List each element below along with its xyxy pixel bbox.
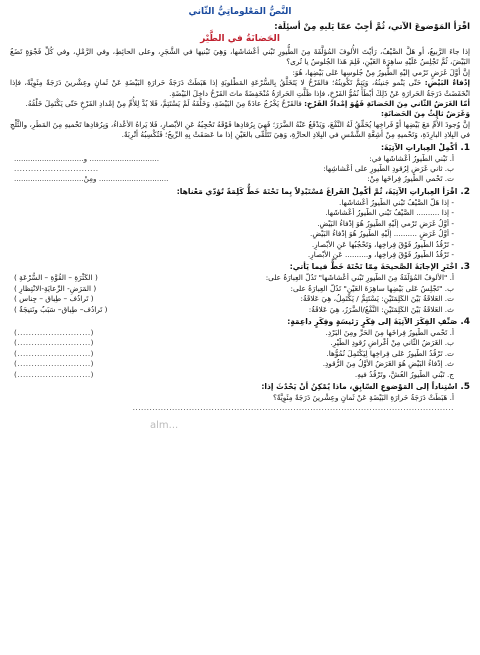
question-4: [10, 316, 470, 380]
q4-item-text: ث. إدْفاءُ البَيْضِ هُوَ الغَرَضُ الأوَّلُ مِنَ الرُّقودِ.: [322, 359, 454, 369]
question-5-title: [10, 381, 470, 393]
passage-p3-label: إدْفاءُ البَيْضِ:: [424, 78, 470, 88]
question-4-title: [10, 316, 470, 328]
q4-item: [10, 328, 470, 338]
q3-item: [10, 273, 470, 283]
q4-item-text: ب. الغَرَضُ الثّاني مِنْ أغْراضِ رُقودِ الطَّيْرِ.: [330, 338, 454, 348]
q1-item: [10, 174, 470, 184]
q2-item-text: - أوَّلُ غَرَضٍ تَرْمي إلَيْهِ الطُّيورُ هُوَ إدْفاءُ البَيْضِ.: [317, 218, 454, 228]
passage-p6: إنَّ وُجودَ الأُمِّ مَعَ بَيْضِها أوْ فَراخِها يُحَقِّقُ لَهُ النَّفْعَ، وَيَدْفَعُ عَنْهُ الضَّرَرَ؛ فَهِيَ بِرُقادِها فَوْقَهُ تَحْجِبُهُ عَنِ الأبْصارِ، فَلا يَراهُ الأعْداءُ، وَبِرُقادِها تَحْميهِ مِنَ المَطَرِ، والثَّلْجِ في البِلادِ البارِدَةِ، وَتَحْميهِ مِنْ أشِعَّةِ الشَّمْسِ في البِلادِ الحارَّةِ، وَهِيَ تَتَلَقّى بالعَيْنِ إذا ما عَصَفَتْ بِهِ الرِّيحُ؛ فَتُكْسِبُهُ أتْرِبَةً.: [10, 119, 470, 140]
passage-p1: إذا جاءَ الرَّبيعُ، أو هَلَّ الصَّيْفُ، رَأيْتَ الأُلوفَ المُؤلَّفَةَ مِنَ الطُّيورِ تَبْني أعْشاشَها، وَهِيَ تَبْنيها في الشَّجَرِ، وعلى الحائِطِ، وفي الرَّمْلِ، وفي كُلِّ فَجْوَةٍ تَضَعُ البَيْضَ، ثُمَّ تَجْلِسُ عَلَيْهِ ساهِرَةَ العَيْنِ، فَلِمَ هَذا الجُلوسُ يا تُرى؟: [10, 47, 470, 67]
q2-item-blank[interactable]: - أوَّلُ غَرَضٍ .......... إلَيْهِ الطُّيورُ هُوَ إدْفاءُ البَيْضِ.: [310, 229, 454, 239]
q5-answer-line[interactable]: [10, 403, 470, 413]
q3-item-text: ث. العَلاقَةُ بَيْنَ الكَلِمَتَيْنِ: النَّفْعُ/الضَّرَرُ، هِيَ عَلاقَةُ:: [308, 304, 454, 314]
q4-answer-blank[interactable]: (..........................): [14, 338, 94, 348]
passage: [10, 47, 470, 141]
q1-answer-blank[interactable]: .............................. ومِنْ..............................: [14, 174, 169, 184]
q1-item: [10, 154, 470, 164]
q1-answer-blank[interactable]: .............................. و..............................: [14, 153, 160, 163]
q3-item: [10, 294, 470, 304]
q2-item: [10, 240, 470, 250]
passage-p4: [10, 99, 470, 109]
q3-choices[interactable]: ( المَرَضِ- الرِّعايَةِ-الانْتِظارِ ): [14, 283, 97, 293]
q2-item[interactable]: [10, 208, 470, 218]
question-2: [10, 186, 470, 260]
q3-item: [10, 305, 470, 315]
q4-item-text: أ. تَحْمي الطُّيورُ فِراخَها مِنَ الحَرِّ ومِنَ البَرْدِ.: [325, 327, 454, 337]
question-4-number: 4.: [460, 316, 470, 327]
q2-item: [10, 198, 470, 208]
question-1: [10, 142, 470, 185]
text-title: النَّصُّ المَعْلوماتِيُّ الثّاني: [188, 7, 292, 17]
q3-choices[interactable]: ( تَرادُف– طِباق– سَبَبٌ ونَتيجَةٌ ): [14, 304, 108, 314]
q3-item-text: ب. "تَجْلِسُ عَلى بَيْضِها ساهِرَةَ العَيْنِ" تَدُلُّ العِبارَةُ على:: [290, 283, 454, 293]
passage-p4-text: فالفَرْخُ يَخْرُجُ عادَةً مِنَ البَيْضَةِ، وَخَلْفَهُ لَمْ يَسْتَتِمَّ، فَلا بُدَّ لِلأُمِّ مِنْ إمْدادِ الفَرْخِ حَتّى يَكْتَمِلَ خَلْقُهُ.: [25, 99, 302, 109]
question-2-number: 2.: [460, 186, 470, 197]
q3-choices[interactable]: ( الكَثْرَةِ – القُوَّةِ – السُّرْعَةِ ): [14, 273, 98, 283]
q1-item-text: ب. ثاني غَرَضٍ لِرُقودِ الطُّيورِ على أعْشاشِها:: [323, 164, 454, 174]
q5-answer-blank[interactable]: ..................................................................................................................: [132, 403, 454, 413]
q5-item-text: أ. هَبَطَتْ دَرَجَةُ حَرارَةِ البَيْضَةِ عَنْ ثَمانٍ وعِشْرينَ دَرَجَةً مِئَوِيَّةً؟: [272, 392, 454, 402]
question-4-text: صَنِّفِ الفِكَرَ الآتِيَةَ إلى فِكَرٍ رَئيسَةٍ وفِكَرٍ داعِمَةٍ:: [287, 316, 458, 326]
question-3-number: 3.: [460, 262, 470, 273]
question-3: [10, 261, 470, 315]
q2-item-blank[interactable]: - إذا .......... الصَّيْفُ تَبْني الطُّيورُ أعْشاشَها.: [325, 208, 454, 218]
watermark: alm...: [150, 420, 179, 431]
instruction: اقْرَأ المَوْضوعَ الآتي، ثُمَّ أجِبْ عمّا يَليهِ مِنْ أسئِلَة:: [274, 21, 470, 31]
q3-item-text: أ. "الأُلوفُ المُؤلَّفَةُ مِنَ الطُّيورِ تَبْني أعْشاشَها" تَدُلُّ العِبارَةُ على:: [265, 273, 454, 283]
q4-item: [10, 349, 470, 359]
q4-answer-blank[interactable]: (..........................): [14, 359, 94, 369]
q5-item: [10, 393, 470, 403]
q1-answer-blank[interactable]: ..............................: [14, 164, 99, 174]
passage-p2: إنَّ أوَّلَ غَرَضٍ تَرْمي إليْهِ الطُّيورُ مِنْ جُلوسِها عَلى بَيْضِها، هُوَ:: [292, 67, 470, 77]
q4-answer-blank[interactable]: (..........................): [14, 369, 94, 379]
question-3-text: اخْتَرِ الإجابَةَ الصَّحيحَةَ مِمّا تَحْتَهُ خَطٌّ فيما يَأتي:: [289, 262, 458, 272]
question-5: [10, 381, 470, 414]
q4-item: [10, 359, 470, 369]
passage-p3: [10, 78, 470, 99]
passage-title: الحَضانَةُ في الطَّيْر: [200, 34, 280, 44]
passage-p4-label: أمّا الغَرَضُ الثّاني مِنَ الحَضانَةِ فَهُوَ إمْدادُ الفَرْخِ:: [304, 99, 470, 109]
question-5-number: 5.: [460, 381, 470, 392]
q2-item-blank[interactable]: - تَرْقُدُ الطُّيورُ فَوْقَ فِراخِها، و.......... عَنِ الأبْصارِ.: [307, 249, 454, 259]
q4-item: [10, 338, 470, 348]
q1-item-text: ت. تَحْمي الطُّيورُ فِراخَها مِنْ:: [367, 174, 454, 184]
q1-item: [10, 164, 470, 174]
question-1-title: [10, 142, 470, 154]
question-5-text: اسْتِناداً إلى المَوْضوعِ السّابِقِ، ماذا يُمْكِنُ أنْ يَحْدُثَ إذا:: [261, 381, 458, 391]
question-1-text: أكْمِلْ العِباراتِ الآتِيَةَ:: [380, 142, 458, 152]
q4-item-text: ج. تَبْني الطُّيورُ العُشَّ، وتَرْقُدُ فيهِ.: [354, 369, 454, 379]
q3-choices[interactable]: ( تَرادُف – طِباق – جِناس ): [14, 294, 94, 304]
q3-item-text: ت. العَلاقَةُ بَيْنَ الكَلِمَتَيْنِ: يَسْتَتِمُّ / يَكْتَمِلُ، هِيَ عَلاقَةُ:: [300, 294, 454, 304]
question-2-title: [10, 186, 470, 198]
q2-item-text: - إذا هَلَّ الصَّيْفُ تَبْني الطُّيورُ أعْشاشَها.: [339, 197, 454, 207]
q1-item-text: أ. تَبْني الطُّيورُ أعْشاشَها في:: [369, 153, 454, 163]
q4-item: [10, 370, 470, 380]
q2-item: [10, 219, 470, 229]
q4-item-text: ت. تَرْقُدُ الطُّيورُ عَلى فِراخِها لِيَكْتَمِلَ نُمُوُّها.: [326, 348, 454, 358]
q2-item-text: - تَرْقُدُ الطُّيورُ فَوْقَ فِراخِها، وَتَحْجُبُها عَنِ الأبْصارِ.: [311, 239, 454, 249]
question-3-title: [10, 261, 470, 273]
q3-item: [10, 284, 470, 294]
question-2-text: اقْرَأ العِباراتِ الآتِيَةَ، ثُمَّ أكْمِلْ الفَراغَ مُسْتَبْدِلاً بِما تَحْتَهُ خَطٌّ كَلِمَةً تُؤدّي مَعْناها:: [176, 186, 458, 196]
passage-p5-label: وَغَرَضٌ ثالِثٌ مِنَ الحَضانَةِ:: [380, 109, 470, 119]
q4-answer-blank[interactable]: (..........................): [14, 327, 94, 337]
q2-item[interactable]: [10, 229, 470, 239]
q2-item[interactable]: [10, 250, 470, 260]
q4-answer-blank[interactable]: (..........................): [14, 348, 94, 358]
passage-p3-text: حَتّى يَنْمو جَنينُهُ، وَيَتِمَّ تَكْوينُهُ؛ فالفَرْخُ لا يَتَخَلَّقُ بِالسُّرْعَةِ المَطْلوبَةِ إذا هَبَطَتْ دَرَجَةُ حَرارَةِ البَيْضَةِ عَنْ ثَمانٍ وعِشْرينَ دَرَجَةً مِئَوِيَّةً، فإذا انْخَفَضَتْ دَرَجَةُ الحَرارَةِ عَنْ ذَلِكَ أبْطَأَ نُمُوُّ الفَرْخِ، فإذا ظَلَّتِ الحَرارَةُ مُنْخَفِضَةً ماتَ الفَرْخُ داخِلَ البَيْضَةِ.: [10, 78, 470, 98]
question-1-number: 1.: [460, 142, 470, 153]
